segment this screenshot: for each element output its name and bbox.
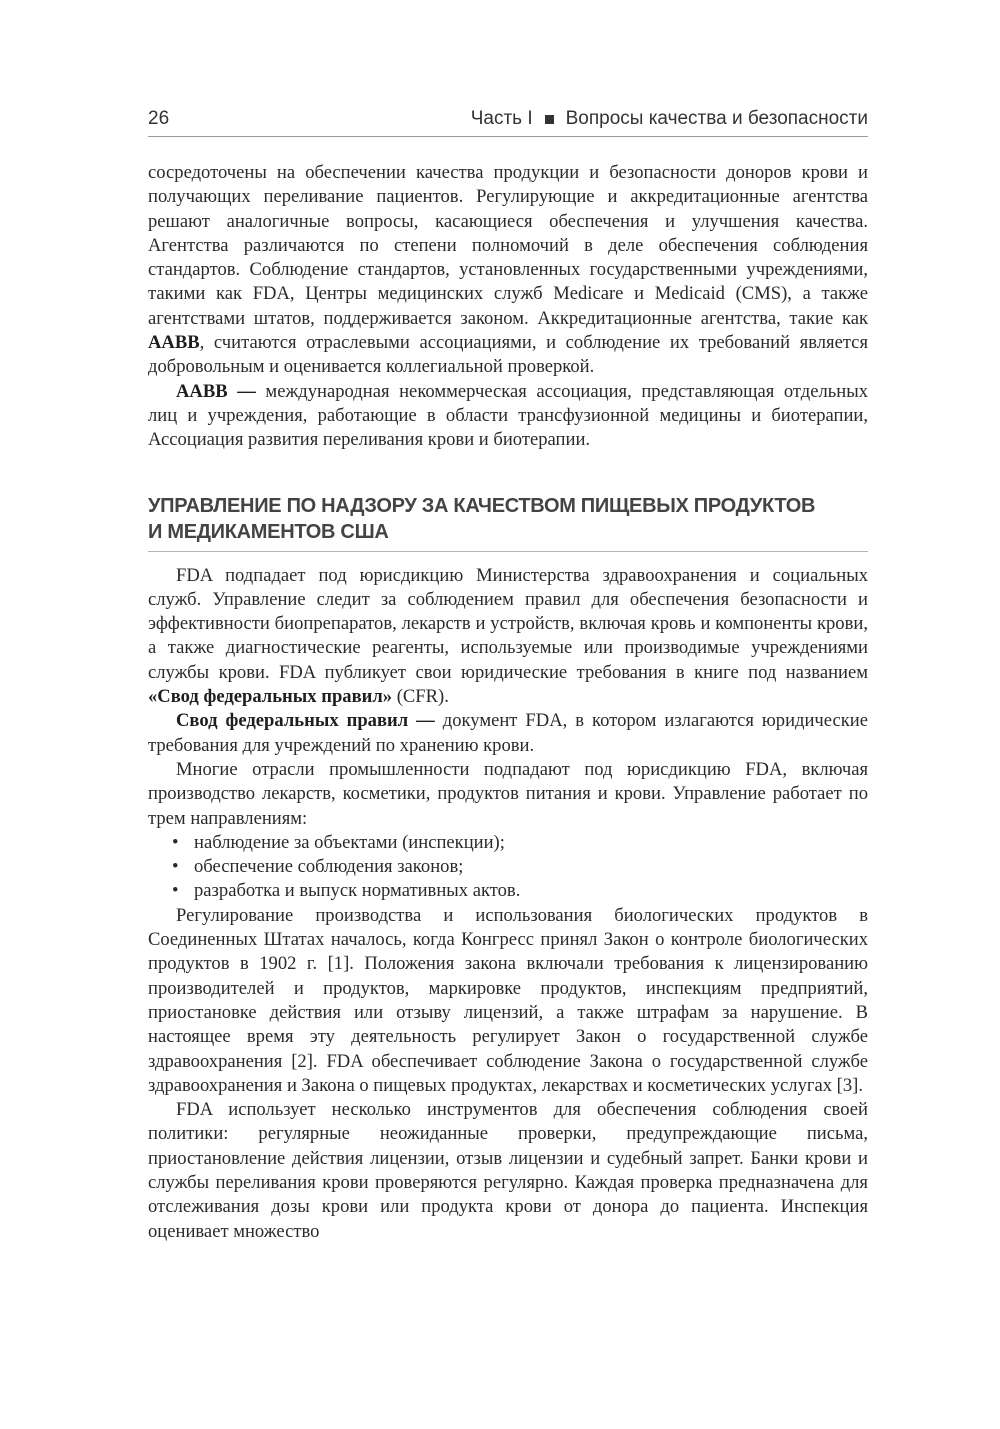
paragraph: Регулирование производства и использования биологических продуктов в Соединенных Штатах началось, когда Конгресс принял Закон о контроле биологических продуктов в 1902 г. [1]. Положения закона включали требования к лицензированию производителей и продуктов, маркировке продуктов, инспекциям предприятий, приостановке действия или отзыву лицензий, а также штрафам за нарушение. В настоящее время эту деятельность регулирует Закон о государственной службе здравоохранения [2]. FDA обеспечивает соблюдение Закона о государственной службе здравоохранения и Закона о пищевых продуктах, лекарствах и косметических услугах [3]. [148, 904, 868, 1096]
section-label: Вопросы качества и безопасности [565, 108, 868, 129]
term-cfr: «Свод федеральных правил» [148, 686, 393, 708]
running-header [148, 108, 868, 137]
paragraph: Свод федеральных правил — документ FDA, в котором излагаются юридические требования для учреждений по хранению крови. [148, 710, 868, 756]
list-item: • наблюдение за объектами (инспекции); [172, 831, 868, 855]
term-definition: AABB — [176, 380, 256, 402]
term-definition: Свод федеральных правил — [176, 710, 435, 732]
paragraph: FDA подпадает под юрисдикцию Министерства здравоохранения и социальных служб. Управление следит за соблюдением правил для обеспечения безопасности и эффективности биопрепаратов, лекарств и устройств, включая кровь и компоненты крови, а также диагностические реагенты, используемые или производимые учреждениями службы крови. FDA публикует свои юридические требования в книге под названием «Свод федеральных правил» (CFR). [148, 564, 868, 708]
page [148, 108, 868, 1244]
paragraph: AABB — международная некоммерческая ассоциация, представляющая отдельных лиц и учреждения, работающие в области трансфузионной медицины и биотерапии, Ассоциация развития переливания крови и биотерапии. [148, 380, 868, 451]
paragraph: сосредоточены на обеспечении качества продукции и безопасности доноров крови и получающих переливание пациентов. Регулирующие и аккредитационные агентства решают аналогичные вопросы, касающиеся обеспечения и улучшения качества. Агентства различаются по степени полномочий в деле обеспечения соблюдения стандартов. Соблюдение стандартов, установленных государственными учреждениями, такими как FDA, Центры медицинских служб Medicare и Medicaid (CMS), а также агентствами штатов, поддерживается законом. Аккредитационные агентства, такие как AABB, считаются отраслевыми ассоциациями, и соблюдение их требований является добровольным и оценивается коллегиальной проверкой. [148, 162, 868, 378]
paragraph: FDA использует несколько инструментов для обеспечения соблюдения своей политики: регулярные неожиданные проверки, предупреждающие письма, приостановление действия лицензии, отзыв лицензии и судебный запрет. Банки крови и службы переливания крови проверяются регулярно. Каждая проверка предназначена для отслеживания дозы крови или продукта крови от донора до пациента. Инспекция оценивает множество [148, 1099, 868, 1242]
bullet-list [148, 831, 868, 904]
part-label: Часть I [470, 108, 533, 129]
list-item: • обеспечение соблюдения законов; [172, 855, 868, 879]
body-text [148, 161, 868, 1244]
running-header-title [471, 108, 868, 130]
section-heading: УПРАВЛЕНИЕ ПО НАДЗОРУ ЗА КАЧЕСТВОМ ПИЩЕВЫХ ПРОДУКТОВ И МЕДИКАМЕНТОВ США [148, 493, 868, 552]
paragraph: Многие отрасли промышленности подпадают под юрисдикцию FDA, включая производство лекарств, косметики, продуктов питания и крови. Управление работает по трем направлениям: [148, 758, 868, 829]
page-number: 26 [148, 108, 170, 129]
square-bullet-icon [545, 115, 554, 124]
term-aabb: AABB [148, 332, 200, 354]
list-item: • разработка и выпуск нормативных актов. [172, 879, 868, 903]
